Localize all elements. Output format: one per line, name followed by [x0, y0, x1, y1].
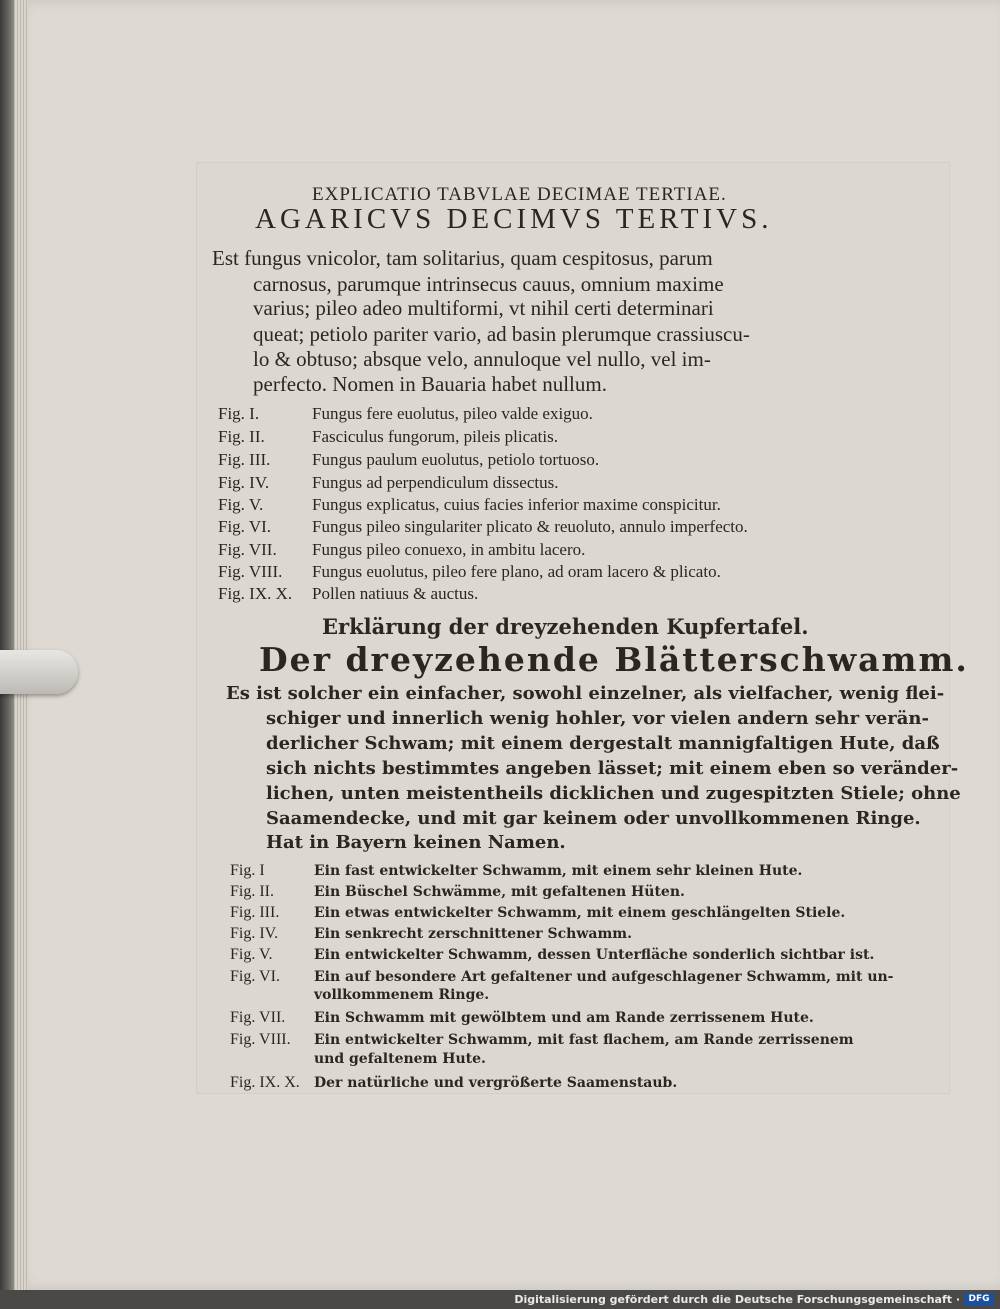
- german-figure-item: [230, 1074, 677, 1092]
- figure-text: Ein entwickelter Schwamm, dessen Unterfläche sonderlich sichtbar ist.: [314, 947, 875, 963]
- german-figure-continuation: vollkommenem Ringe.: [314, 987, 490, 1003]
- figure-text: Pollen natiuus & auctus.: [312, 584, 479, 603]
- figure-label: Fig. IV.: [218, 473, 270, 492]
- figure-text: Ein auf besondere Art gefaltener und aufgeschlagener Schwamm, mit un-: [314, 969, 894, 985]
- latin-figure-item: [218, 473, 558, 493]
- german-figure-item: [230, 862, 802, 880]
- figure-text: Ein etwas entwickelter Schwamm, mit einem geschlängelten Stiele.: [314, 905, 846, 921]
- figure-label: Fig. II.: [230, 883, 274, 900]
- latin-figure-item: [218, 404, 593, 424]
- german-paragraph-line: Es ist solcher ein einfacher, sowohl einzelner, als vielfacher, wenig flei-: [226, 683, 945, 704]
- german-paragraph-line: Hat in Bayern keinen Namen.: [266, 832, 566, 853]
- figure-text: Fungus explicatus, cuius facies inferior maxime conspicitur.: [312, 495, 721, 514]
- latin-figure-item: [218, 584, 478, 604]
- figure-label: Fig. I: [230, 862, 265, 879]
- figure-text: Ein Schwamm mit gewölbtem und am Rande zerrissenem Hute.: [314, 1010, 814, 1026]
- figure-text: Fungus fere euolutus, pileo valde exiguo.: [312, 404, 593, 423]
- figure-text: Ein Büschel Schwämme, mit gefaltenen Hüten.: [314, 884, 685, 900]
- latin-paragraph-line: lo & obtuso; absque velo, annuloque vel nullo, vel im-: [253, 347, 711, 371]
- german-paragraph-line: schiger und innerlich wenig hohler, vor vielen andern sehr verän-: [266, 708, 929, 729]
- figure-label: Fig. VI.: [230, 968, 280, 985]
- german-figure-item: [230, 883, 685, 901]
- latin-heading: EXPLICATIO TABVLAE DECIMAE TERTIAE.: [312, 184, 727, 205]
- figure-label: Fig. III.: [218, 450, 271, 469]
- german-heading: Erklärung der dreyzehenden Kupfertafel.: [322, 614, 809, 639]
- german-figure-item: [230, 1031, 854, 1049]
- german-figure-item: [230, 1009, 814, 1027]
- figure-text: Fungus ad perpendiculum dissectus.: [312, 473, 559, 492]
- german-paragraph-line: lichen, unten meistentheils dicklichen und zugespitzten Stiele; ohne: [266, 783, 961, 804]
- german-figure-item: [230, 925, 632, 943]
- latin-figure-item: [218, 450, 599, 470]
- footer-credit: Digitalisierung gefördert durch die Deutsche Forschungsgemeinschaft ·: [514, 1293, 960, 1306]
- latin-paragraph-line: queat; petiolo pariter vario, ad basin plerumque crassiuscu-: [253, 322, 750, 346]
- figure-text: Fungus pileo singulariter plicato & reuoluto, annulo imperfecto.: [312, 517, 748, 536]
- latin-figure-item: [218, 495, 721, 515]
- german-paragraph-line: sich nichts bestimmtes angeben lässet; mit einem eben so veränder-: [266, 758, 959, 779]
- latin-figure-item: [218, 427, 558, 447]
- figure-label: Fig. IX. X.: [230, 1074, 300, 1091]
- latin-paragraph-line: varius; pileo adeo multiformi, vt nihil certi determinari: [253, 296, 714, 320]
- figure-label: Fig. IV.: [230, 925, 279, 942]
- figure-label: Fig. II.: [218, 427, 265, 446]
- latin-paragraph-line: carnosus, parumque intrinsecus cauus, omnium maxime: [253, 272, 724, 296]
- figure-label: Fig. VI.: [218, 517, 272, 536]
- latin-figure-item: [218, 540, 585, 560]
- figure-label: Fig. VIII.: [218, 562, 283, 581]
- figure-label: Fig. IX. X.: [218, 584, 293, 603]
- latin-figure-item: [218, 517, 748, 537]
- german-figure-continuation: und gefaltenem Hute.: [314, 1051, 486, 1067]
- figure-text: Der natürliche und vergrößerte Saamenstaub.: [314, 1075, 678, 1091]
- german-figure-item: [230, 946, 874, 964]
- figure-label: Fig. I.: [218, 404, 260, 423]
- figure-label: Fig. V.: [218, 495, 264, 514]
- figure-text: Ein senkrecht zerschnittener Schwamm.: [314, 926, 632, 942]
- figure-text: Fasciculus fungorum, pileis plicatis.: [312, 427, 558, 446]
- figure-text: Fungus pileo conuexo, in ambitu lacero.: [312, 540, 586, 559]
- german-figure-item: [230, 968, 893, 986]
- dfg-logo: DFG: [964, 1293, 994, 1306]
- figure-label: Fig. III.: [230, 904, 280, 921]
- figure-label: Fig. VIII.: [230, 1031, 291, 1048]
- footer-bar: [0, 1290, 1000, 1309]
- latin-title: AGARICVS DECIMVS TERTIVS.: [255, 203, 773, 235]
- latin-figure-item: [218, 562, 721, 582]
- german-figure-item: [230, 904, 845, 922]
- figure-label: Fig. V.: [230, 946, 273, 963]
- figure-text: Ein fast entwickelter Schwamm, mit einem sehr kleinen Hute.: [314, 863, 803, 879]
- figure-label: Fig. VII.: [230, 1009, 286, 1026]
- latin-paragraph-line: Est fungus vnicolor, tam solitarius, quam cespitosus, parum: [212, 246, 713, 270]
- figure-label: Fig. VII.: [218, 540, 277, 559]
- latin-paragraph-line: perfecto. Nomen in Bauaria habet nullum.: [253, 372, 607, 396]
- german-paragraph-line: Saamendecke, und mit gar keinem oder unvollkommenen Ringe.: [266, 808, 921, 829]
- german-paragraph-line: derlicher Schwam; mit einem dergestalt mannigfaltigen Hute, daß: [266, 733, 940, 754]
- figure-text: Fungus euolutus, pileo fere plano, ad oram lacero & plicato.: [312, 562, 721, 581]
- figure-text: Ein entwickelter Schwamm, mit fast flachem, am Rande zerrissenem: [314, 1032, 854, 1048]
- figure-text: Fungus paulum euolutus, petiolo tortuoso.: [312, 450, 600, 469]
- german-title: Der dreyzehende Blätterschwamm.: [259, 640, 969, 679]
